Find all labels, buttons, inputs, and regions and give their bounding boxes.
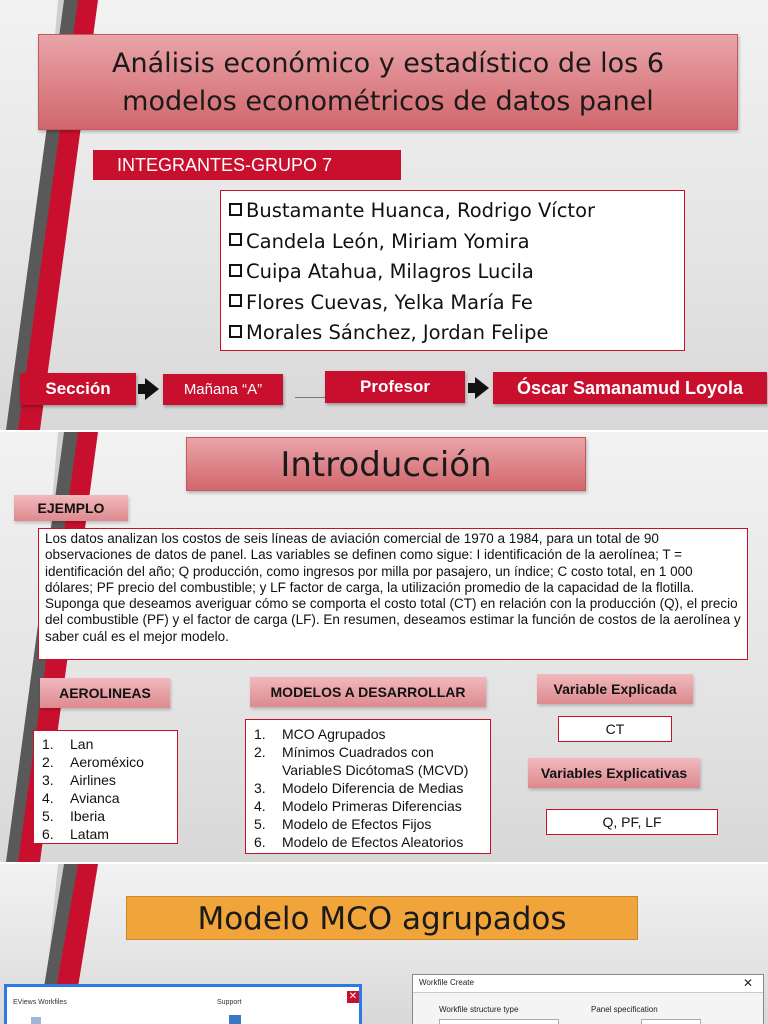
checkbox-icon: [229, 294, 242, 307]
list-item: 5. Iberia: [42, 808, 106, 824]
mco-title: Modelo MCO agrupados: [126, 896, 638, 940]
member-item: Cuipa Atahua, Milagros Lucila: [229, 257, 684, 288]
workfiles-section-label: EViews Workfiles: [13, 999, 67, 1006]
list-item: 4. Modelo Primeras Diferencias: [254, 798, 462, 814]
slide-3: [0, 864, 768, 1024]
list-item: 2. Mínimos Cuadrados con VariableS DicótomaS (MCVD): [254, 744, 469, 778]
slide-1: [0, 0, 768, 430]
list-item: 3. Modelo Diferencia de Medias: [254, 780, 464, 796]
professor-value: Óscar Samanamud Loyola: [493, 372, 767, 404]
structure-type-label: Workfile structure type: [439, 1005, 519, 1014]
members-box: [220, 190, 685, 351]
support-icon: [229, 1015, 241, 1024]
members-list: [229, 196, 684, 349]
checkbox-icon: [229, 233, 242, 246]
slide-2: [0, 432, 768, 862]
title-line-2: modelos econométricos de datos panel: [122, 86, 654, 117]
list-item: 2. Aeroméxico: [42, 754, 144, 770]
airlines-list: [42, 735, 177, 843]
list-item: 6. Modelo de Efectos Aleatorios: [254, 834, 464, 850]
explained-value: CT: [558, 716, 672, 742]
checkbox-icon: [229, 203, 242, 216]
connector-line: [295, 397, 325, 398]
group-label: INTEGRANTES-GRUPO 7: [93, 150, 401, 180]
list-item: 3. Airlines: [42, 772, 116, 788]
explanatory-label: Variables Explicativas: [528, 758, 700, 788]
structure-type-select[interactable]: [439, 1019, 559, 1024]
list-item: 6. Latam: [42, 826, 109, 842]
eviews-window: [4, 984, 362, 1024]
list-item: 1. MCO Agrupados: [254, 726, 386, 742]
section-label: Sección: [20, 373, 136, 405]
window-titlebar: [413, 975, 763, 993]
models-list: [254, 725, 490, 851]
professor-label: Profesor: [325, 371, 465, 403]
file-icon: [31, 1017, 41, 1024]
example-text: Los datos analizan los costos de seis líneas de aviación comercial de 1970 a 1984, para un total de 90 observaciones de datos de panel. Las variables se definen como sigue: I identificación de la aerolínea; T = identificación del año; Q producción, como ingresos por milla por pasajero, un índice; C costo total, en 1 000 dólares; PF precio del combustible; y LF factor de carga, la utilización promedio de la capacidad de la flotilla. Suponga que deseamos averiguar cómo se comporta el costo total (CT) en relación con la producción (Q), el precio del combustible (PF) y el factor de carga (LF). En resumen, deseamos estimar la función de costos de la aerolínea y saber cuál es el mejor modelo.: [38, 528, 748, 660]
models-box: [245, 719, 491, 854]
list-item: 5. Modelo de Efectos Fijos: [254, 816, 432, 832]
example-label: EJEMPLO: [14, 495, 128, 521]
models-label: MODELOS A DESARROLLAR: [250, 677, 486, 707]
member-item: Flores Cuevas, Yelka María Fe: [229, 288, 684, 319]
title-line-1: Análisis económico y estadístico de los 6: [112, 48, 664, 79]
slide-title: [38, 34, 738, 130]
arrow-right-icon: [145, 378, 159, 400]
member-item: Morales Sánchez, Jordan Felipe: [229, 318, 684, 349]
explained-label: Variable Explicada: [537, 674, 693, 704]
support-section-label: Support: [217, 999, 242, 1006]
member-item: Candela León, Miriam Yomira: [229, 227, 684, 258]
workfile-create-window: [412, 974, 764, 1024]
checkbox-icon: [229, 325, 242, 338]
list-item: 4. Avianca: [42, 790, 120, 806]
airlines-label: AEROLINEAS: [40, 678, 170, 708]
intro-title: Introducción: [186, 437, 586, 491]
window-title: Workfile Create: [419, 978, 474, 987]
section-value: Mañana “A”: [163, 374, 283, 405]
member-item: Bustamante Huanca, Rodrigo Víctor: [229, 196, 684, 227]
list-item: 1. Lan: [42, 736, 94, 752]
arrow-right-icon: [475, 377, 489, 399]
panel-spec-label: Panel specification: [591, 1005, 658, 1014]
explanatory-value: Q, PF, LF: [546, 809, 718, 835]
close-icon[interactable]: ✕: [743, 976, 754, 990]
checkbox-icon: [229, 264, 242, 277]
airlines-box: [33, 730, 178, 844]
close-icon[interactable]: ✕: [348, 991, 358, 1002]
panel-spec-input[interactable]: [641, 1019, 701, 1024]
